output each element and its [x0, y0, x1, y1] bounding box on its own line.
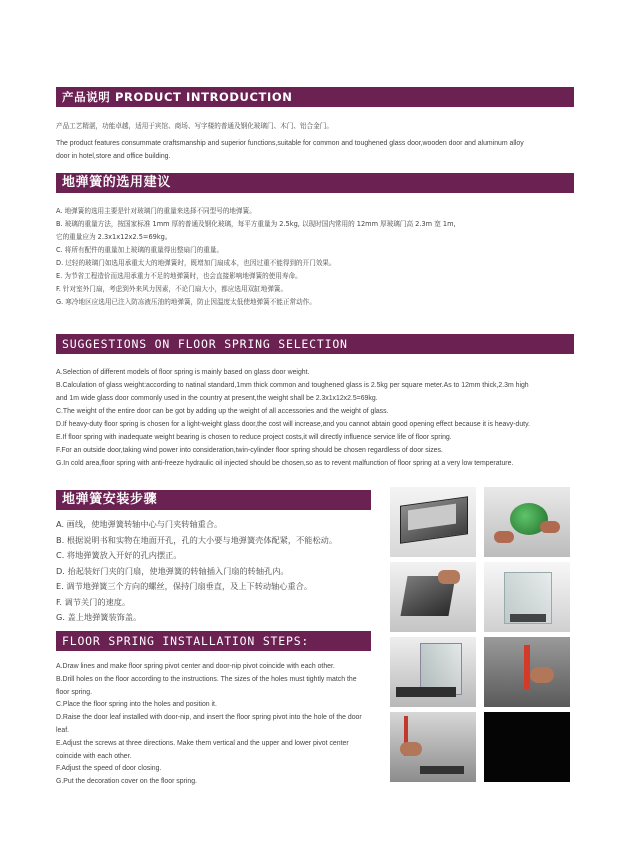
- install-cn-heading: 地弹簧安装步骤: [56, 490, 371, 510]
- step-photo-d: [484, 562, 570, 632]
- selection-en-list: [56, 366, 530, 470]
- product-intro-en-line: door in hotel,store and office building.: [56, 153, 171, 160]
- install-en-heading: FLOOR SPRING INSTALLATION STEPS:: [56, 631, 371, 651]
- step-photo-b: [484, 487, 570, 557]
- selection-cn-line: F. 针对室外门扇，考虑到外来风力因素，不论门扇大小，都应选用双缸地弹簧。: [56, 285, 288, 293]
- install-cn-line: C. 将地弹簧放入开好的孔内摆正。: [56, 550, 182, 560]
- step-photo-h: [484, 712, 570, 782]
- install-en-line: G.Put the decoration cover on the floor spring.: [56, 778, 197, 786]
- selection-en-line: C.The weight of the entire door can be got by adding up the weight of all accessories and the weight of glass.: [56, 408, 389, 415]
- selection-cn-line: 它的重量应为 2.3x1x12x2.5=69kg。: [56, 233, 172, 241]
- install-en-line: coincide with each other.: [56, 752, 132, 760]
- install-en-line: E.Adjust the screws at three directions. Make them vertical and the upper and lower pivot center: [56, 739, 349, 747]
- install-en-line: C.Place the floor spring into the holes and position it.: [56, 701, 217, 709]
- step-photo-c: [390, 562, 476, 632]
- product-intro-cn-line: 产品工艺精湛，功能卓越，适用于宾馆、商场、写字楼的普通及钢化玻璃门、木门、铝合金门。: [56, 122, 333, 130]
- install-en-line: B.Drill holes on the floor according to the instructions. The sizes of the holes must tightly match the: [56, 675, 357, 683]
- install-en-line: F.Adjust the speed of door closing.: [56, 765, 162, 773]
- selection-en-line: F.For an outside door,taking wind power into consideration,twin-cylinder floor spring should be chosen regardless of door sizes.: [56, 447, 443, 454]
- install-cn-line: A. 画线，使地弹簧转轴中心与门夹转轴重合。: [56, 519, 223, 529]
- selection-en-line: A.Selection of different models of floor spring is mainly based on glass door weight.: [56, 369, 310, 376]
- selection-en-line: and 1m wide glass door commonly used in the country at present,the weight shall be 2.3x1x12x2.5=69kg.: [56, 395, 378, 402]
- step-photo-g: [390, 712, 476, 782]
- install-en-line: floor spring.: [56, 688, 93, 696]
- product-intro-cn: [56, 120, 333, 133]
- install-cn-line: E. 调节地弹簧三个方向的螺丝，保持门扇垂直，及上下转动轴心重合。: [56, 581, 313, 591]
- install-cn-line: F. 调节关门的速度。: [56, 596, 131, 607]
- selection-en-line: E.If floor spring with inadequate weight bearing is chosen to reduce project costs,it will directly influence service life of floor spring.: [56, 434, 452, 441]
- install-en-line: leaf.: [56, 726, 70, 734]
- product-intro-en-line: The product features consummate craftsmanship and superior functions,suitable for common and toughened glass door,wooden door and aluminum alloy: [56, 140, 524, 147]
- product-intro-heading: 产品说明 PRODUCT INTRODUCTION: [56, 87, 574, 107]
- install-en-line: A.Draw lines and make floor spring pivot center and door-nip pivot coincide with each other.: [56, 663, 335, 670]
- selection-cn-line: B. 玻璃的重量方法，按国家标准 1mm 厚的普通及钢化玻璃，每平方重量为 2.5kg, 以现时国内常用的 12mm 厚玻璃门高 2.3m 宽 1m,: [56, 220, 456, 228]
- selection-cn-line: E. 为节省工程造价而选用承重力不足的地弹簧时，也会直接影响地弹簧的使用寿命。: [56, 272, 302, 280]
- selection-en-line: D.If heavy-duty floor spring is chosen for a light-weight glass door,the cost will increase,and you cannot abtain good opening effect because it is heavy-duty.: [56, 421, 530, 428]
- product-intro-en: [56, 137, 524, 163]
- install-en-line: D.Raise the door leaf installed with door-nip, and insert the floor spring pivot into the hole of the door: [56, 714, 362, 722]
- selection-cn-line: D. 过轻的玻璃门如选用承重太大的地弹簧时，既增加门扇成本，也因过重不能得到的开门效果。: [56, 259, 336, 267]
- install-cn-line: G. 盖上地弹簧装饰盖。: [56, 612, 142, 622]
- selection-cn-line: G. 寒冷地区应选用已注入防冻液压油的地弹簧，防止因温度太低使地弹簧不能正常动作。: [56, 298, 316, 306]
- install-cn-line: D. 抬起装好门夹的门扇，使地弹簧的转轴插入门扇的转轴孔内。: [56, 565, 289, 576]
- selection-cn-line: A. 地弹簧的选用主要是针对玻璃门的重量来选择不同型号的地弹簧。: [56, 207, 256, 215]
- step-photo-f: [484, 637, 570, 707]
- selection-cn-heading: 地弹簧的选用建议: [56, 173, 574, 193]
- install-cn-list: [56, 517, 337, 626]
- install-en-list: [56, 661, 362, 789]
- step-photo-a: [390, 487, 476, 557]
- step-photo-e: [390, 637, 476, 707]
- selection-cn-list: [56, 205, 456, 309]
- selection-cn-line: C. 将所有配件的重量加上玻璃的重量得出整扇门的重量。: [56, 246, 224, 254]
- selection-en-line: G.In cold area,floor spring with anti-freeze hydraulic oil injected should be chosen,so as to revent malfunction of floor spring at a very low temperature.: [56, 460, 514, 467]
- selection-en-line: B.Calculation of glass weight:according to natinal standard,1mm thick common and toughened glass is 2.5kg per square meter.As to 12mm thick,2.3m high: [56, 382, 529, 389]
- install-cn-line: B. 根据说明书和实物在地面开孔，孔的大小要与地弹簧壳体配紧，不能松动。: [56, 534, 338, 545]
- selection-en-heading: SUGGESTIONS ON FLOOR SPRING SELECTION: [56, 334, 574, 354]
